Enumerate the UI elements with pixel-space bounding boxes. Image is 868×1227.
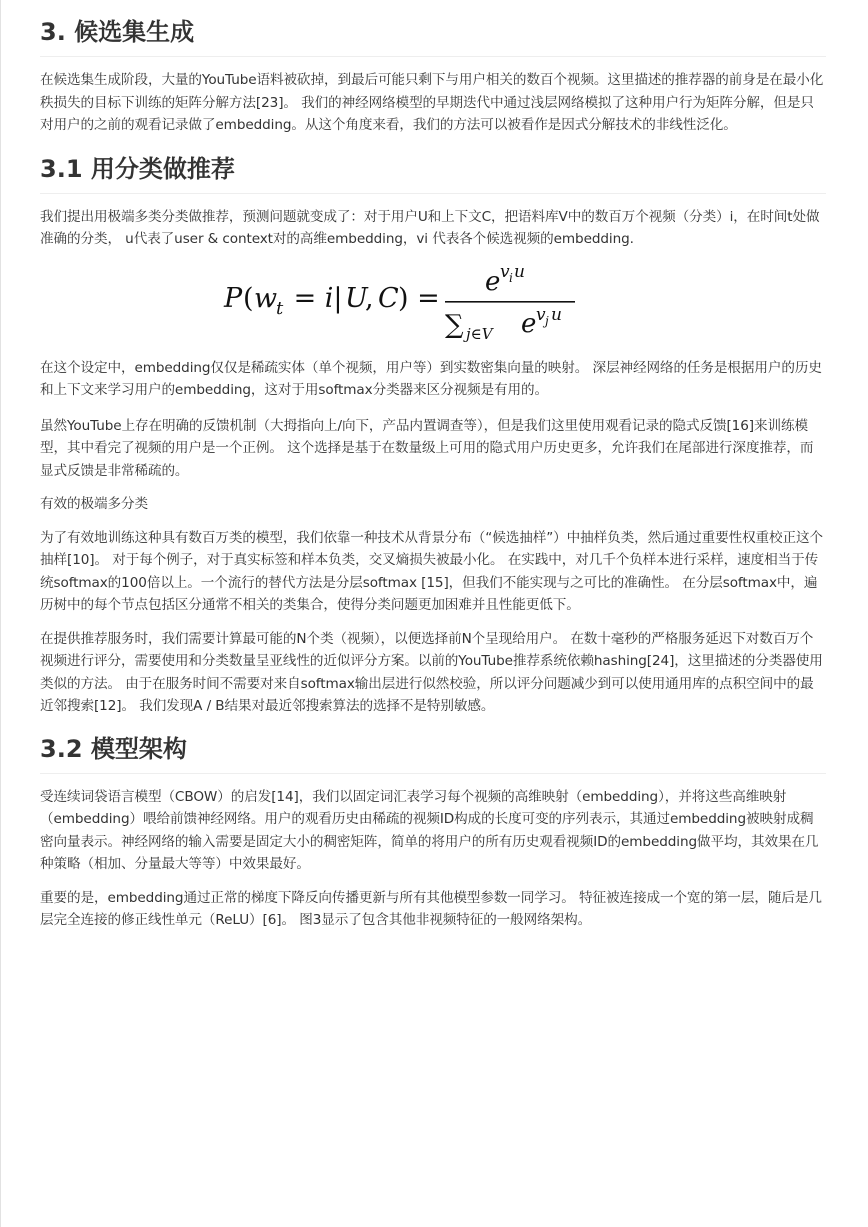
section-3-1-paragraph-2: 在这个设定中，embedding仅仅是稀疏实体（单个视频，用户等）到实数密集向量的映射。 深层神经网络的任务是根据用户的历史和上下文来学习用户的embedding，这对于用softmax分类器来区分视频是有用的。	[40, 359, 822, 398]
formula-lhs-U: U	[345, 282, 368, 314]
section-3-1-subheading: 有效的极端多分类	[40, 496, 148, 512]
formula-den-e: e	[521, 308, 537, 339]
section-3-paragraph-1: 在候选集生成阶段，大量的YouTube语料被砍掉，到最后可能只剩下与用户相关的数百个视频。这里描述的推荐器的前身是在最小化秩损失的目标下训练的矩阵分解方法[23]。 我们的神经网络模型的早期迭代中通过浅层网络模拟了这种用户行为矩阵分解，但是只对用户的之前的观看记录做了embedding。从这个角度来看，我们的方法可以被看作是因式分解技术的非线性泛化。	[40, 72, 824, 133]
softmax-formula-svg	[40, 257, 826, 343]
section-3-2-paragraph-1: 受连续词袋语言模型（CBOW）的启发[14]，我们以固定词汇表学习每个视频的高维映射（embedding），并将这些高维映射（embedding）喂给前馈神经网络。用户的观看历史由稀疏的视频ID构成的长度可变的序列表示，其通过embedding被映射成稠密向量表示。神经网络的输入需要是固定大小的稠密矩阵，简单的将用户的所有历史观看视频ID的embedding做平均，其效果在几种策略（相加、分量最大等等）中效果最好。	[40, 788, 819, 872]
formula-num-i: i	[509, 270, 513, 285]
formula-num-v: v	[500, 261, 510, 282]
formula-num-u: u	[514, 261, 525, 282]
softmax-formula	[40, 257, 826, 343]
formula-lhs-t-subscript: t	[276, 297, 284, 319]
section-3-1-paragraph-4: 为了有效地训练这种具有数百万类的模型，我们依靠一种技术从背景分布（“候选抽样”）中抽样负类，然后通过重要性权重校正这个抽样[10]。 对于每个例子，对于真实标签和样本负类，交叉熵损失被最小化。 在实践中，对几千个负样本进行采样，速度相当于传统softmax的100倍以上。一个流行的替代方法是分层softmax [15]，但我们不能实现与之可比的准确性。 在分层softmax中，遍历树中的每个节点包括区分通常不相关的类集合，使得分类问题更加困难并且性能更低下。	[40, 529, 824, 613]
section-3-2-heading: 3.2 模型架构	[40, 734, 826, 774]
formula-fraction-bar	[445, 301, 575, 303]
formula-lhs-C: C	[378, 282, 399, 314]
formula-lhs-eq-i: = i|	[285, 282, 343, 314]
formula-lhs-open-paren: (	[243, 282, 254, 314]
formula-den-v: v	[536, 304, 546, 325]
page-left-border	[0, 0, 1, 1227]
formula-den-u: u	[551, 304, 562, 325]
formula-lhs-comma: ,	[365, 282, 383, 314]
formula-lhs-P: P	[224, 282, 243, 314]
formula-lhs-close-eq: ) =	[398, 282, 440, 314]
section-3-1-paragraph-3: 虽然YouTube上存在明确的反馈机制（大拇指向上/向下，产品内置调查等），但是我们这里使用观看记录的隐式反馈[16]来训练模型，其中看完了视频的用户是一个正例。 这个选择是基于在数量级上可用的隐式用户历史更多，允许我们在尾部进行深度推荐，而显式反馈是非常稀疏的。	[40, 417, 814, 479]
section-3-heading: 3. 候选集生成	[40, 17, 826, 57]
section-3-1-paragraph-5: 在提供推荐服务时，我们需要计算最可能的N个类（视频），以便选择前N个呈现给用户。 在数十毫秒的严格服务延迟下对数百万个视频进行评分，需要使用和分类数量呈亚线性的近似评分方案。以前的YouTube推荐系统依赖hashing[24]，这里描述的分类器使用类似的方法。 由于在服务时间不需要对来自softmax输出层进行似然校验，所以评分问题减少到可以使用通用库的点积空间中的最近邻搜索[12]。 我们发现A / B结果对最近邻搜索算法的选择不是特别敏感。	[40, 630, 823, 714]
document-content	[40, 14, 826, 932]
formula-den-j: j	[545, 313, 549, 328]
section-3-1-heading: 3.1 用分类做推荐	[40, 154, 826, 194]
formula-den-sum: ∑	[445, 309, 464, 340]
formula-lhs-w: w	[254, 282, 278, 314]
formula-num-e: e	[485, 266, 501, 297]
section-3-1-paragraph-1: 我们提出用极端多类分类做推荐，预测问题就变成了：对于用户U和上下文C，把语料库V中的数百万个视频（分类）i，在时间t处做准确的分类， u代表了user & context对的高维embedding，vi 代表各个候选视频的embedding.	[40, 208, 820, 247]
section-3-2-paragraph-2: 重要的是，embedding通过正常的梯度下降反向传播更新与所有其他模型参数一同学习。 特征被连接成一个宽的第一层，随后是几层完全连接的修正线性单元（ReLU）[6]。 图3显示了包含其他非视频特征的一般网络架构。	[40, 889, 822, 928]
formula-den-sum-subscript: j∈V	[466, 324, 493, 343]
